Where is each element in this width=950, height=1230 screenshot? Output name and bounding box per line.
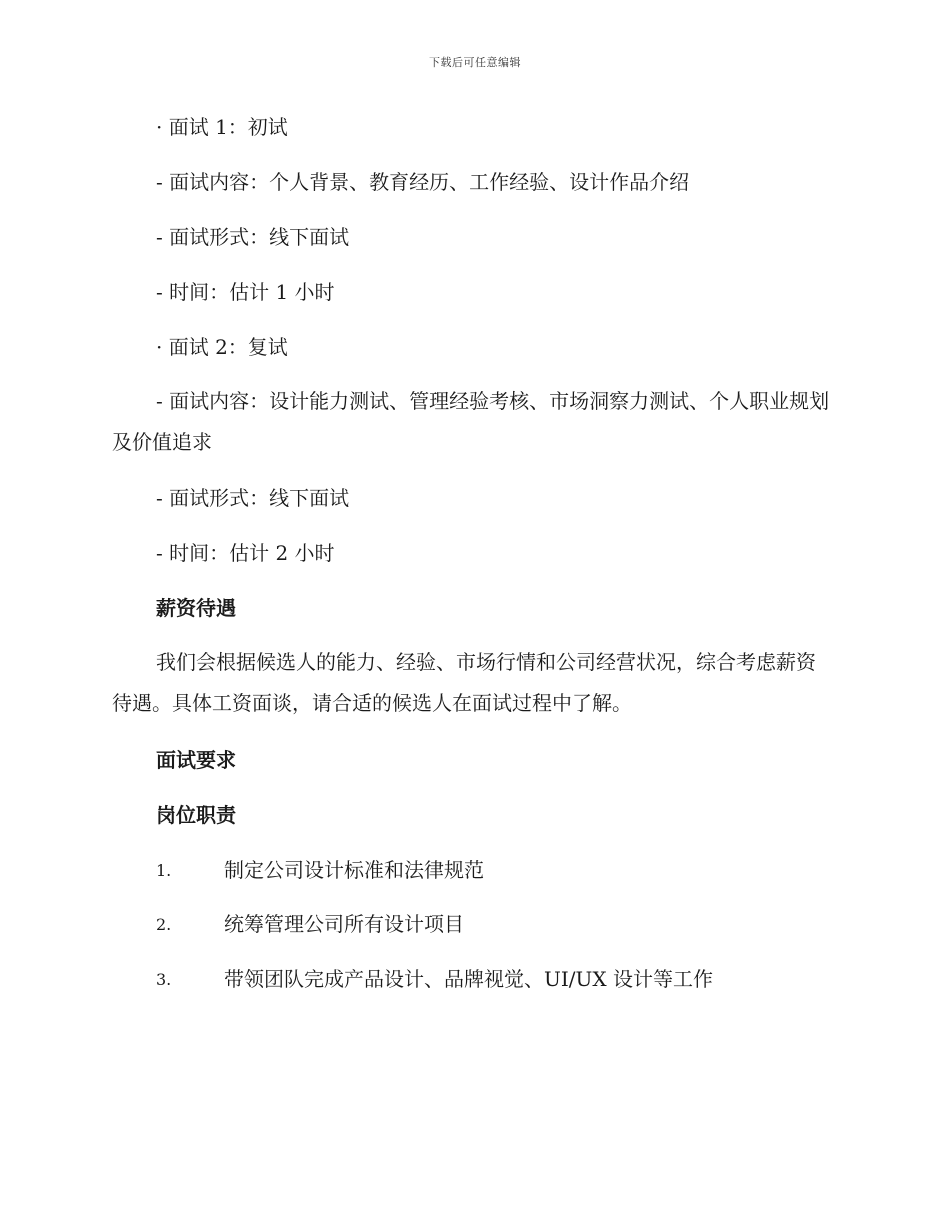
duties-heading: 岗位职责 [156,803,236,827]
duty-text: 统筹管理公司所有设计项目 [224,912,464,936]
interview-2-time: - 时间：估计 2 小时 [156,541,335,565]
duty-text: 制定公司设计标准和法律规范 [224,858,484,882]
requirements-heading: 面试要求 [156,748,236,772]
duty-number: 1. [156,861,172,880]
header-note: 下载后可任意编辑 [429,56,521,69]
duty-number: 2. [156,915,172,934]
interview-1-title: · 面试 1：初试 [156,115,288,139]
interview-2-form: - 面试形式：线下面试 [156,486,350,510]
interview-1-content: - 面试内容：个人背景、教育经历、工作经验、设计作品介绍 [156,170,690,194]
interview-2-content: - 面试内容：设计能力测试、管理经验考核、市场洞察力测试、个人职业规划及价值追求 [112,389,830,454]
salary-heading: 薪资待遇 [156,596,236,620]
interview-1-time: - 时间：估计 1 小时 [156,280,335,304]
interview-2-title: · 面试 2：复试 [156,335,288,359]
duty-number: 3. [156,970,172,989]
salary-body: 我们会根据候选人的能力、经验、市场行情和公司经营状况，综合考虑薪资待遇。具体工资面谈，请合适的候选人在面试过程中了解。 [112,650,816,715]
interview-1-form: - 面试形式：线下面试 [156,225,350,249]
duty-text: 带领团队完成产品设计、品牌视觉、UI/UX 设计等工作 [224,967,713,991]
